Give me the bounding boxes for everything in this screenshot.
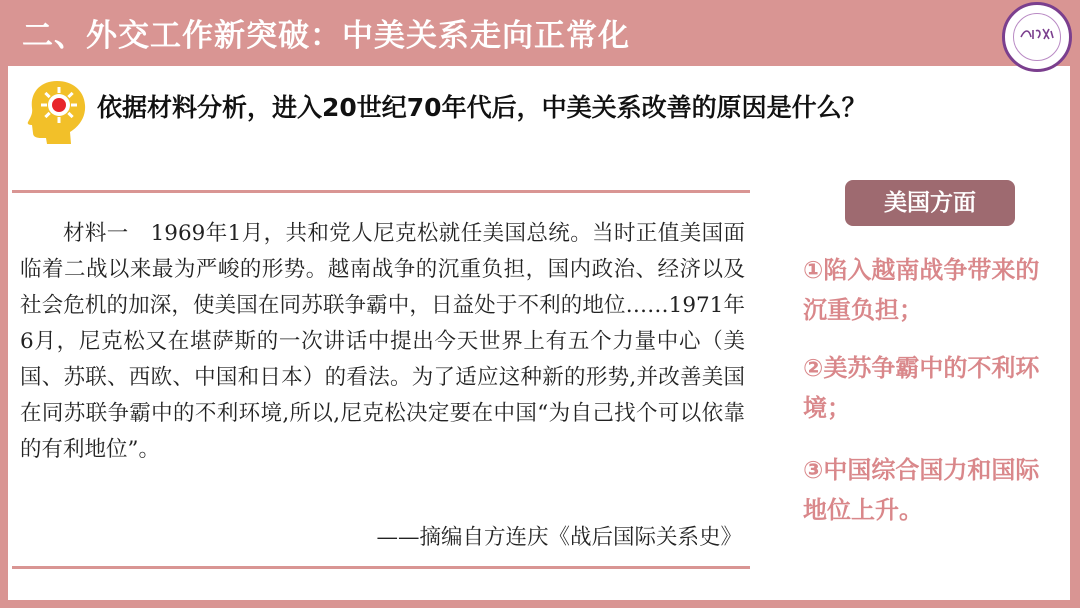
material-passage (20, 216, 745, 468)
material-body-text: 材料一 1969年1月，共和党人尼克松就任美国总统。当时正值美国面临着二战以来最为严峻的形势。越南战争的沉重负担，国内政治、经济以及社会危机的加深，使美国在同苏联争霸中，日益处于不利的地位……1971年6月，尼克松又在堪萨斯的一次讲话中提出今天世界上有五个力量中心（美国、苏联、西欧、中国和日本）的看法。为了适应这种新的形势,并改善美国在同苏联争霸中的不利环境,所以,尼克松决定要在中国“为自己找个可以依靠的有利地位”。 (20, 221, 745, 462)
question-heading: 依据材料分析，进入20世纪70年代后，中美关系改善的原因是什么？ (97, 93, 867, 122)
answer-point-1: ①陷入越南战争带来的沉重负担； (803, 256, 1040, 324)
material-bottom-rule (12, 566, 750, 569)
us-side-badge: 美国方面 (845, 180, 1015, 226)
material-top-rule (12, 190, 750, 193)
slide-frame-bottom (0, 600, 1080, 608)
title-bar (0, 0, 1080, 66)
slide-title: 二、外交工作新突破：中美关系走向正常化 (22, 18, 630, 54)
material-source-citation: ——摘编自方连庆《战后国际关系史》 (376, 525, 742, 550)
slide-frame-left (0, 0, 8, 608)
logo-calligraphy-mark (1019, 27, 1055, 41)
answer-point-3: ③中国综合国力和国际地位上升。 (803, 456, 1040, 524)
head-lightbulb-icon (26, 78, 88, 146)
slide-frame-right (1070, 0, 1080, 608)
school-emblem-logo (1002, 2, 1072, 72)
answer-point-2: ②美苏争霸中的不利环境； (803, 354, 1040, 422)
